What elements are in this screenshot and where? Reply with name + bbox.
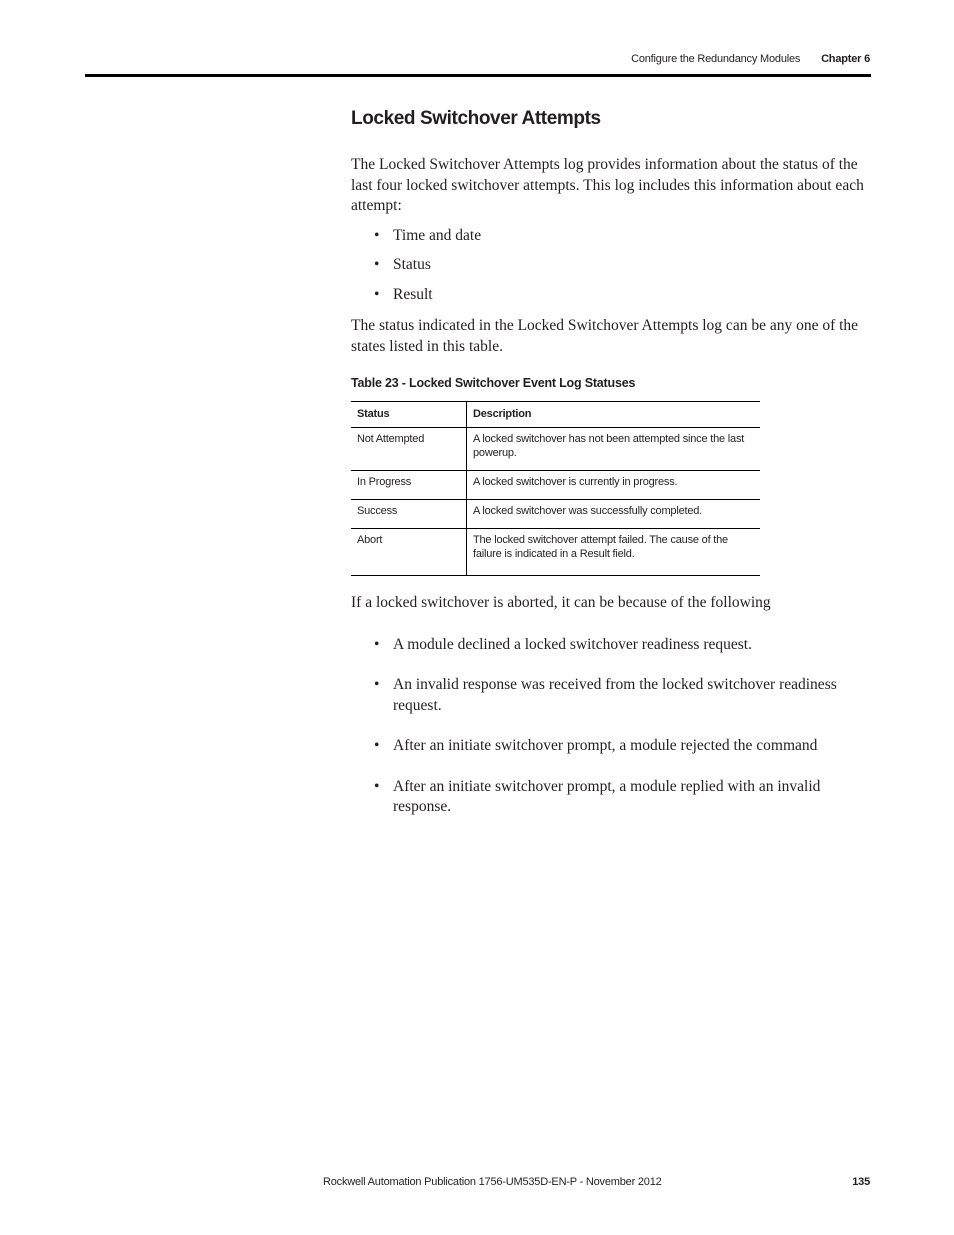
table-header-row: [351, 402, 760, 428]
page-content: [351, 106, 871, 838]
table-row: [351, 428, 760, 471]
publication-label: Rockwell Automation Publication 1756-UM535D-EN-P - November 2012: [323, 1176, 662, 1188]
table-caption: Table 23 - Locked Switchover Event Log Statuses: [351, 376, 636, 390]
info-item-list: [351, 226, 871, 306]
bullet-icon: •: [374, 737, 380, 754]
list-item: • Result: [351, 285, 871, 306]
bullet-icon: •: [374, 777, 380, 795]
bullet-icon: •: [374, 285, 380, 303]
header-section-title: Configure the Redundancy Modules: [631, 53, 801, 65]
list-item: • After an initiate switchover prompt, a module replied with an invalid response.: [374, 777, 821, 815]
bullet-icon: •: [374, 676, 380, 693]
description-cell: A locked switchover has not been attempted since the last powerup.: [467, 428, 761, 471]
status-intro-paragraph: The status indicated in the Locked Switchover Attempts log can be any one of the states listed in this table.: [351, 317, 859, 355]
list-item: • Status: [351, 255, 871, 276]
abort-intro-paragraph: If a locked switchover is aborted, it can be because of the following: [351, 594, 771, 611]
column-header-status: Status: [351, 402, 467, 428]
bullet-icon: •: [374, 256, 380, 273]
bullet-icon: •: [374, 635, 380, 653]
page-number: 135: [852, 1176, 870, 1188]
status-cell: Not Attempted: [351, 428, 467, 471]
table-row: [351, 500, 760, 529]
description-cell: A locked switchover was successfully completed.: [467, 500, 761, 529]
table-row: [351, 529, 760, 576]
bullet-icon: •: [374, 226, 380, 244]
list-item: • An invalid response was received from the locked switchover readiness request.: [374, 676, 837, 714]
status-cell: Success: [351, 500, 467, 529]
header-chapter-label: Chapter 6: [821, 53, 870, 65]
status-cell: Abort: [351, 529, 467, 576]
section-heading: Locked Switchover Attempts: [351, 108, 601, 129]
description-cell: The locked switchover attempt failed. The cause of the failure is indicated in a Result field.: [467, 529, 761, 576]
status-cell: In Progress: [351, 471, 467, 500]
table-row: [351, 471, 760, 500]
header-rule: [85, 74, 871, 77]
status-table: [351, 401, 760, 576]
list-item: • Time and date: [351, 226, 871, 247]
running-header: [631, 53, 870, 65]
list-item: • After an initiate switchover prompt, a module rejected the command: [351, 736, 871, 757]
column-header-description: Description: [467, 402, 761, 428]
abort-reason-list: [351, 635, 871, 818]
intro-paragraph: The Locked Switchover Attempts log provides information about the status of the last four locked switchover attempts. This log includes this information about each attempt:: [351, 156, 864, 214]
description-cell: A locked switchover is currently in progress.: [467, 471, 761, 500]
list-item: • A module declined a locked switchover readiness request.: [351, 635, 871, 656]
